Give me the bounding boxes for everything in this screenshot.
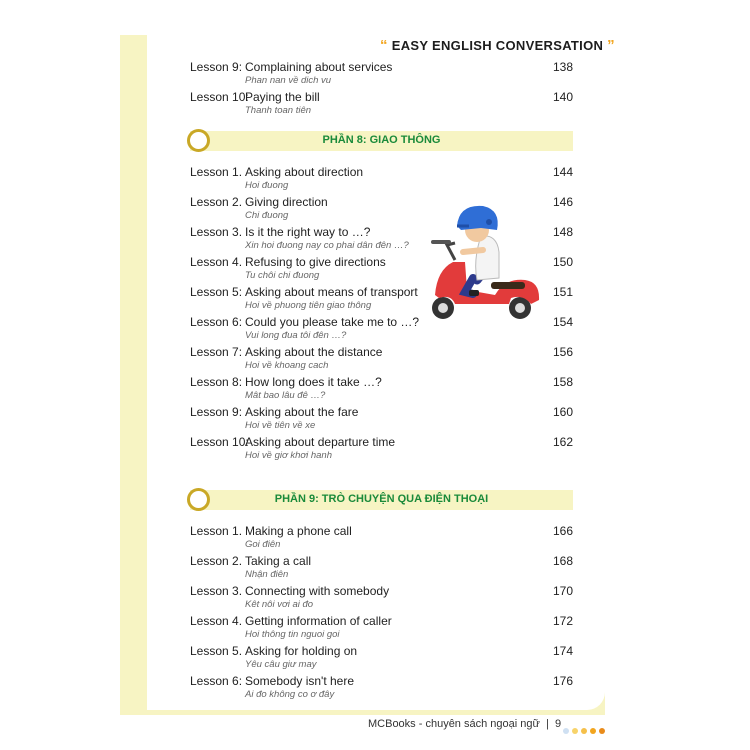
lesson-title: Asking about means of transport xyxy=(245,285,418,299)
toc-entry xyxy=(190,524,573,554)
toc-entry xyxy=(190,405,573,435)
lesson-title: Giving direction xyxy=(245,195,328,209)
lesson-subtitle: Kêt nôi vơi ai đo xyxy=(245,599,314,610)
lesson-subtitle: Vui long đua tôi đên …? xyxy=(245,330,347,341)
toc-entry xyxy=(190,435,573,465)
scooter-rider-illustration xyxy=(425,200,555,330)
footer-dots-icon xyxy=(563,721,608,739)
lesson-subtitle: Goi điên xyxy=(245,539,281,550)
lesson-number: Lesson 10: xyxy=(190,90,249,104)
lesson-title: Could you please take me to …? xyxy=(245,315,420,329)
lesson-subtitle: Hoi đuong xyxy=(245,180,289,191)
lesson-number: Lesson 3. xyxy=(190,225,243,239)
lesson-number: Lesson 5. xyxy=(190,644,243,658)
footer-page-number: 9 xyxy=(554,718,562,730)
lesson-number: Lesson 7: xyxy=(190,345,243,359)
section-header-8 xyxy=(190,131,573,151)
toc-entry xyxy=(190,584,573,614)
page-number: 146 xyxy=(552,195,573,209)
page-number: 174 xyxy=(552,644,573,658)
book-header xyxy=(380,37,615,54)
lesson-number: Lesson 4. xyxy=(190,255,243,269)
lesson-title: Complaining about services xyxy=(245,60,393,74)
quote-close-icon: ” xyxy=(607,37,615,54)
lesson-title: Getting information of caller xyxy=(245,614,392,628)
page-number: 148 xyxy=(552,225,573,239)
lesson-title: Connecting with somebody xyxy=(245,584,390,598)
lesson-subtitle: Chi đuong xyxy=(245,210,289,221)
lesson-subtitle: Hoi thông tin nguoi goi xyxy=(245,629,340,640)
toc-entry xyxy=(190,554,573,584)
toc-entry xyxy=(190,165,573,195)
lesson-subtitle: Hoi về tiên về xe xyxy=(245,420,316,431)
lesson-subtitle: Hoi về phuong tiên giao thông xyxy=(245,300,372,311)
lesson-title: Asking about departure time xyxy=(245,435,396,449)
lesson-title: Making a phone call xyxy=(245,524,352,538)
page-number: 176 xyxy=(552,674,573,688)
quote-open-icon: “ xyxy=(380,37,388,54)
lesson-number: Lesson 9: xyxy=(190,60,243,74)
lesson-number: Lesson 10: xyxy=(190,435,249,449)
lesson-subtitle: Phan nan về dich vu xyxy=(245,75,332,86)
lesson-title: Asking about the fare xyxy=(245,405,359,419)
page-number: 166 xyxy=(552,524,573,538)
lesson-number: Lesson 1. xyxy=(190,524,243,538)
lesson-subtitle: Yêu câu giư may xyxy=(245,659,317,670)
lesson-subtitle: Thanh toan tiên xyxy=(245,105,312,116)
lesson-title: Paying the bill xyxy=(245,90,320,104)
toc-entry xyxy=(190,674,573,704)
toc-entry xyxy=(190,345,573,375)
lesson-number: Lesson 6: xyxy=(190,674,243,688)
lesson-number: Lesson 2. xyxy=(190,195,243,209)
section-title: PHẦN 9: TRÒ CHUYỆN QUA ĐIỆN THOẠI xyxy=(274,493,489,505)
lesson-number: Lesson 1. xyxy=(190,165,243,179)
footer-publisher: MCBooks - chuyên sách ngoại ngữ xyxy=(368,718,540,730)
page-number: 172 xyxy=(552,614,573,628)
section-title: PHẦN 8: GIAO THÔNG xyxy=(322,134,441,146)
lesson-number: Lesson 3. xyxy=(190,584,243,598)
lesson-number: Lesson 5: xyxy=(190,285,243,299)
lesson-title: Somebody isn't here xyxy=(245,674,355,688)
page-number: 150 xyxy=(552,255,573,269)
page-number: 168 xyxy=(552,554,573,568)
page-number: 170 xyxy=(552,584,573,598)
page-number: 138 xyxy=(552,60,573,74)
lesson-subtitle: Nhận điên xyxy=(245,569,289,580)
toc-entry xyxy=(190,90,573,120)
lesson-subtitle: Tu chôi chi đuong xyxy=(245,270,320,281)
page-number: 160 xyxy=(552,405,573,419)
lesson-number: Lesson 9: xyxy=(190,405,243,419)
page-number: 154 xyxy=(552,315,573,329)
lesson-title: Is it the right way to …? xyxy=(245,225,371,239)
section-header-9 xyxy=(190,490,573,510)
lesson-number: Lesson 6: xyxy=(190,315,243,329)
page-number: 156 xyxy=(552,345,573,359)
lesson-subtitle: Hoi về giơ khơi hanh xyxy=(245,450,333,461)
page-number: 158 xyxy=(552,375,573,389)
footer-divider: | xyxy=(542,718,555,730)
lesson-subtitle: Hoi về khoang cach xyxy=(245,360,329,371)
lesson-number: Lesson 8: xyxy=(190,375,243,389)
lesson-title: Taking a call xyxy=(245,554,312,568)
lesson-title: Asking about the distance xyxy=(245,345,383,359)
page-number: 140 xyxy=(552,90,573,104)
lesson-number: Lesson 4. xyxy=(190,614,243,628)
lesson-title: Asking about direction xyxy=(245,165,364,179)
lesson-subtitle: Mât bao lâu đê …? xyxy=(245,390,326,401)
lesson-subtitle: Xin hoi đuong nay co phai dân đên …? xyxy=(245,240,409,251)
book-title: EASY ENGLISH CONVERSATION xyxy=(391,38,604,53)
toc-entry xyxy=(190,60,573,90)
page-number: 144 xyxy=(552,165,573,179)
lesson-number: Lesson 2. xyxy=(190,554,243,568)
toc-entry xyxy=(190,375,573,405)
lesson-title: Asking for holding on xyxy=(245,644,358,658)
lesson-title: Refusing to give directions xyxy=(245,255,386,269)
page-number: 151 xyxy=(552,285,573,299)
toc-entry xyxy=(190,644,573,674)
page-number: 162 xyxy=(552,435,573,449)
lesson-subtitle: Ai đo không co ơ đây xyxy=(245,689,335,700)
lesson-title: How long does it take …? xyxy=(245,375,382,389)
toc-entry xyxy=(190,614,573,644)
page-footer xyxy=(368,718,561,730)
